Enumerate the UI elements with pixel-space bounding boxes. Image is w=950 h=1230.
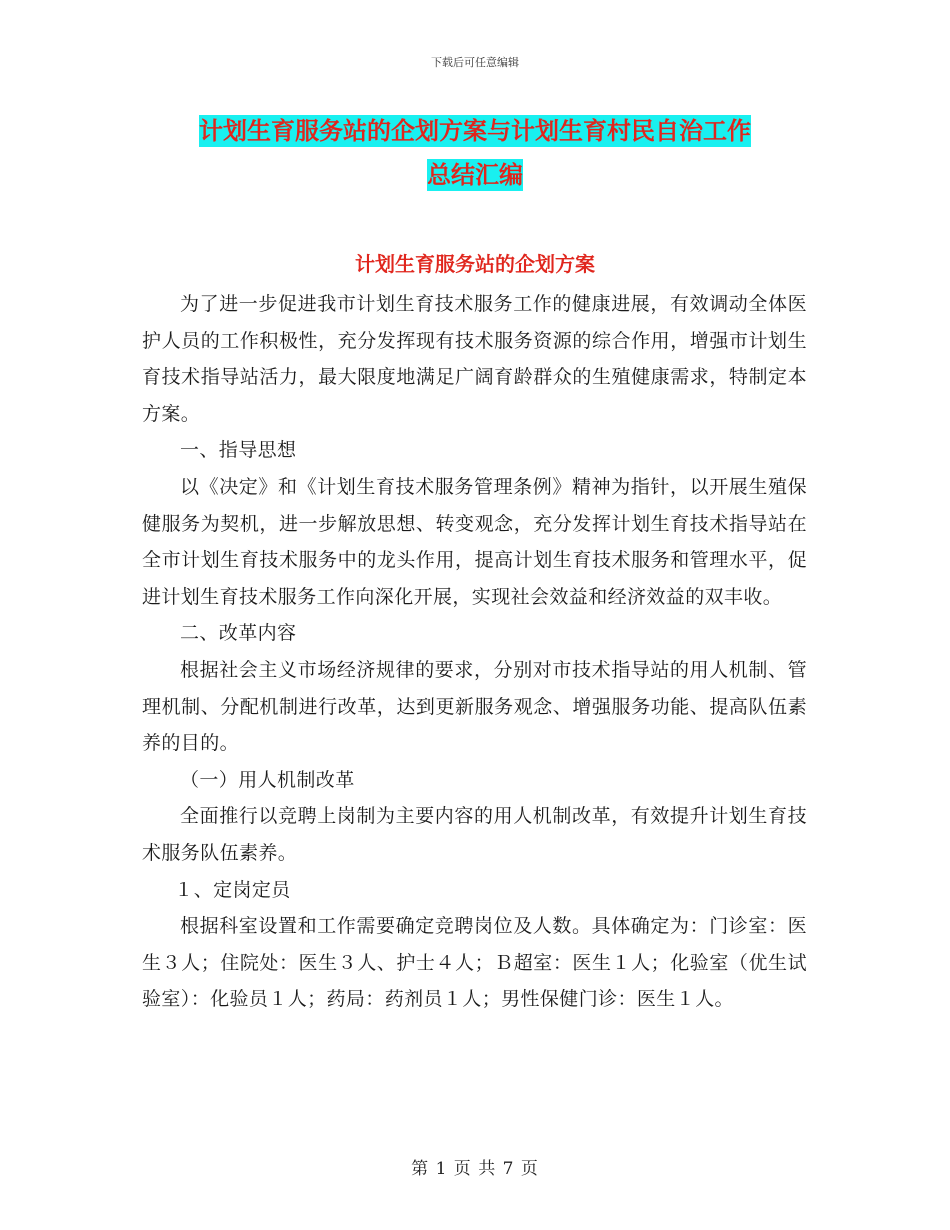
paragraph-staffing: 根据科室设置和工作需要确定竞聘岗位及人数。具体确定为：门诊室：医生３人；住院处：医生３人、护士４人；Ｂ超室：医生１人；化验室（优生试验室）：化验员１人；药局：药剂员１人；男性保健门诊：医生１人。 [142, 915, 807, 1011]
paragraph-intro: 为了进一步促进我市计划生育技术服务工作的健康进展，有效调动全体医护人员的工作积极性，充分发挥现有技术服务资源的综合作用，增强市计划生育技术指导站活力，最大限度地满足广阔育龄群众的生殖健康需求，特制定本方案。 [142, 293, 807, 425]
paragraph-guiding-ideology: 以《决定》和《计划生育技术服务管理条例》精神为指针，以开展生殖保健服务为契机，进一步解放思想、转变观念，充分发挥计划生育技术指导站在全市计划生育技术服务中的龙头作用，提高计划生育技术服务和管理水平，促进计划生育技术服务工作向深化开展，实现社会效益和经济效益的双丰收。 [142, 475, 807, 608]
subheading-employment-reform: （一）用人机制改革 [180, 768, 355, 791]
paragraph-reform-content: 根据社会主义市场经济规律的要求，分别对市技术指导站的用人机制、管理机制、分配机制进行改革，达到更新服务观念、增强服务功能、提高队伍素养的目的。 [142, 658, 807, 755]
document-body [142, 286, 807, 1018]
item-staffing: １、定岗定员 [174, 878, 291, 901]
heading-reform-content: 二、改革内容 [180, 622, 297, 645]
header-note: 下载后可任意编辑 [431, 56, 519, 69]
document-title-text-1: 计划生育服务站的企划方案与计划生育村民自治工作 [199, 117, 751, 145]
page-number: 第 1 页 共 7 页 [411, 1159, 539, 1179]
section-title: 计划生育服务站的企划方案 [355, 252, 595, 276]
paragraph-employment-reform: 全面推行以竞聘上岗制为主要内容的用人机制改革，有效提升计划生育技术服务队伍素养。 [142, 805, 807, 864]
document-title-text-2: 总结汇编 [427, 161, 523, 189]
document-title-line-2 [140, 156, 810, 194]
document-title-line-1 [140, 112, 810, 150]
heading-guiding-ideology: 一、指导思想 [180, 439, 297, 462]
